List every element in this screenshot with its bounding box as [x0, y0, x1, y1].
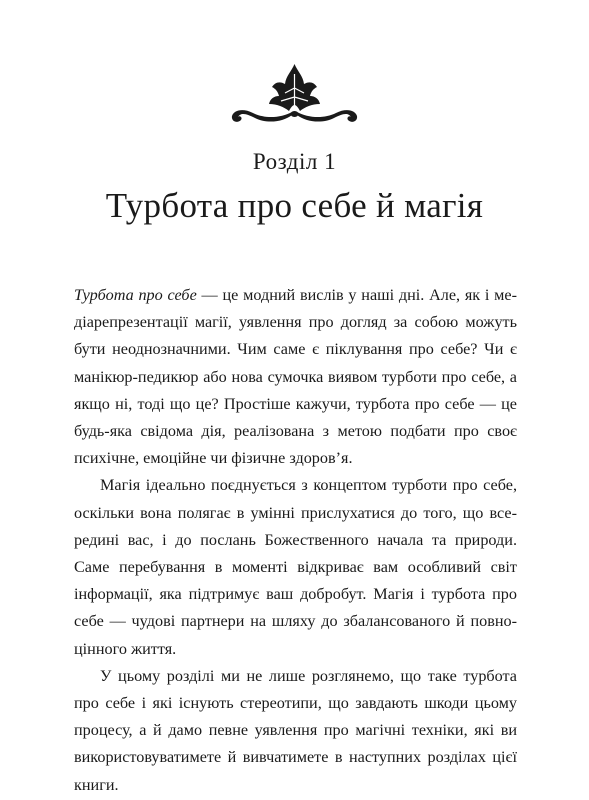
- paragraph-1: [74, 282, 517, 472]
- chapter-title: Турбота про себе й магія: [105, 186, 484, 225]
- chapter-label: Розділ 1: [252, 149, 337, 174]
- leaf-flourish-ornament-icon: [229, 62, 360, 128]
- body-text: [74, 282, 517, 799]
- paragraph-3: У цьому розділі ми не лише розглянемо, що таке турбота про себе і які існують стереотипи, що завдають шкоди цьому процесу, а й дамо певне уявлення про магічні техніки, які ви використовуватимете й вивчатимете в наступних розділах цієї книги.: [74, 666, 517, 794]
- italic-term: Турбота про себе: [74, 286, 197, 304]
- paragraph-1-text: — це модний вислів у наші дні. Але, як і медіарепрезентації магії, уявлення про догляд за собою можуть бути неоднозначними. Чим саме є піклування про себе? Чи є манікюр-педикюр або нова сумочка виявом турботи про себе, а якщо ні, тоді що це? Простіше кажучи, турбота про себе — це будь-яка свідома дія, реалізована з метою подбати про своє психічне, емоційне чи фізичне здоров’я.: [74, 286, 517, 468]
- paragraph-2: Магія ідеально поєднується з концептом турботи про себе, оскільки вона полягає в умінні прислухатися до того, що всередині вас, і до послань Божественного начала та природи. Саме перебування в моменті відкриває вам особливий світ інформації, яка підтримує ваш добробут. Магія і турбота про себе — чудові партнери на шляху до збалансованого й повноцінного життя.: [74, 476, 517, 658]
